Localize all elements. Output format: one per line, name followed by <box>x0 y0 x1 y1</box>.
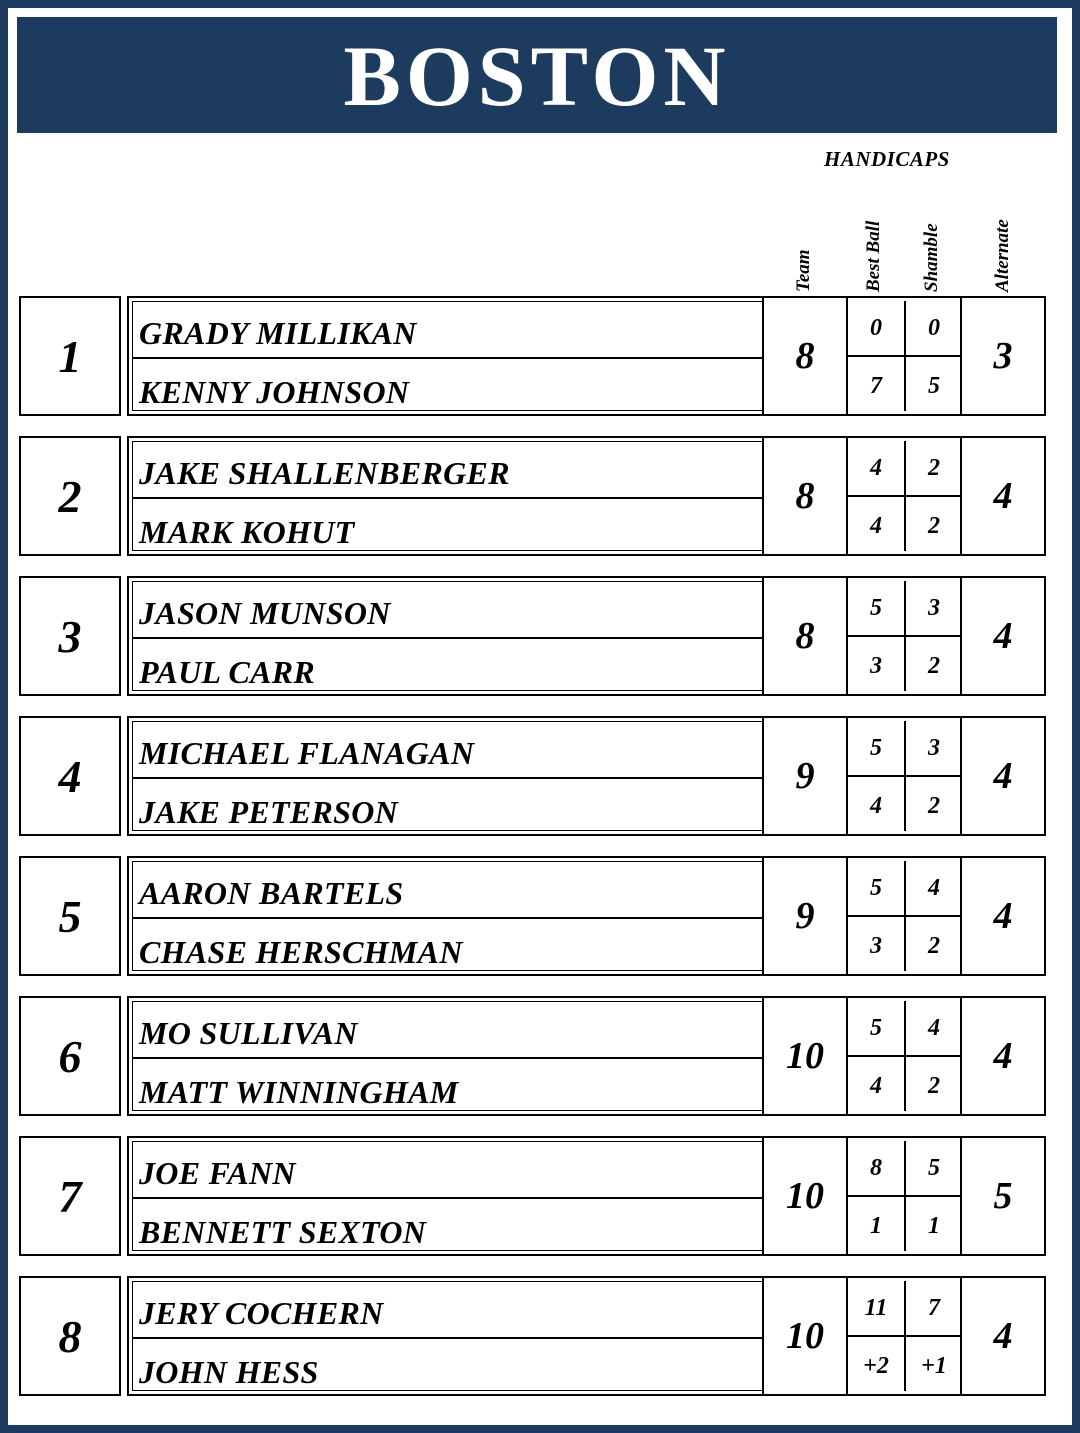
alternate-handicap: 4 <box>993 1035 1013 1077</box>
team-rank-number: 2 <box>58 470 82 522</box>
players-frame <box>132 861 762 971</box>
team-players <box>127 716 762 836</box>
team-rank-number: 3 <box>58 610 82 662</box>
best-ball-handicap: +2 <box>863 1352 889 1379</box>
best-ball-handicap: 8 <box>870 1154 882 1181</box>
best-ball-handicap: 3 <box>870 652 882 679</box>
shamble-handicap: 2 <box>928 932 940 959</box>
team-players <box>127 576 762 696</box>
player-name: GRADY MILLIKAN <box>139 315 417 351</box>
team-column-header: Team <box>793 249 814 292</box>
row-divider <box>133 917 762 919</box>
team-rank-number: 5 <box>58 890 82 942</box>
shamble-handicap: 5 <box>928 372 940 399</box>
alternate-handicap: 4 <box>993 755 1013 797</box>
player-name: MICHAEL FLANAGAN <box>139 735 475 771</box>
best-ball-handicap: 11 <box>864 1294 888 1321</box>
row-divider <box>133 637 762 639</box>
team-handicaps <box>762 716 1046 836</box>
shamble-handicap: 4 <box>928 1014 940 1041</box>
best-ball-handicap: 4 <box>870 454 882 481</box>
shamble-handicap: 2 <box>928 792 940 819</box>
best-ball-handicap: 7 <box>870 372 882 399</box>
row-divider <box>133 1197 762 1199</box>
players-frame <box>132 721 762 831</box>
team-handicap: 9 <box>795 755 815 797</box>
player-name: JOHN HESS <box>139 1354 319 1390</box>
player-name: KENNY JOHNSON <box>139 374 410 410</box>
player-name: JOE FANN <box>139 1155 296 1191</box>
alternate-handicap: 4 <box>993 615 1013 657</box>
shamble-handicap: 1 <box>928 1212 940 1239</box>
players-frame <box>132 1001 762 1111</box>
player-name: PAUL CARR <box>139 654 316 690</box>
shamble-handicap: 3 <box>928 734 940 761</box>
best-ball-handicap: 4 <box>870 792 882 819</box>
team-players <box>127 1276 762 1396</box>
best-ball-handicap: 5 <box>870 594 882 621</box>
team-rank-number: 4 <box>58 750 82 802</box>
handicaps-label: HANDICAPS <box>824 147 950 171</box>
row-divider <box>133 1057 762 1059</box>
team-rank <box>19 716 121 836</box>
best-ball-handicap: 4 <box>870 1072 882 1099</box>
alternate-handicap: 4 <box>993 895 1013 937</box>
row-divider <box>133 357 762 359</box>
shamble-handicap: 2 <box>928 1072 940 1099</box>
row-divider <box>133 1337 762 1339</box>
shamble-column-header: Shamble <box>921 223 942 292</box>
team-players <box>127 296 762 416</box>
row-divider <box>133 777 762 779</box>
team-handicap: 8 <box>795 615 815 657</box>
team-handicap: 10 <box>786 1315 824 1357</box>
player-name: MARK KOHUT <box>139 514 355 550</box>
team-rank <box>19 296 121 416</box>
players-frame <box>132 581 762 691</box>
shamble-handicap: 5 <box>928 1154 940 1181</box>
shamble-handicap: 2 <box>928 454 940 481</box>
team-handicap: 10 <box>786 1175 824 1217</box>
team-handicaps <box>762 856 1046 976</box>
players-frame <box>132 1141 762 1251</box>
best-ball-handicap: 0 <box>870 314 882 341</box>
title-banner <box>17 17 1057 133</box>
team-rank-number: 7 <box>58 1170 82 1222</box>
team-rank-number: 8 <box>58 1310 82 1362</box>
team-rank <box>19 996 121 1116</box>
shamble-handicap: 4 <box>928 874 940 901</box>
player-name: BENNETT SEXTON <box>139 1214 427 1250</box>
alternate-column-header: Alternate <box>992 219 1013 292</box>
team-handicaps <box>762 1136 1046 1256</box>
team-rank <box>19 1136 121 1256</box>
shamble-handicap: 3 <box>928 594 940 621</box>
alternate-handicap: 4 <box>993 1315 1013 1357</box>
team-rank <box>19 436 121 556</box>
team-handicaps <box>762 576 1046 696</box>
team-handicap: 9 <box>795 895 815 937</box>
shamble-handicap: +1 <box>921 1352 947 1379</box>
player-name: JERY COCHERN <box>139 1295 384 1331</box>
team-handicap: 8 <box>795 335 815 377</box>
best-ball-handicap: 1 <box>870 1212 882 1239</box>
player-name: AARON BARTELS <box>139 875 404 911</box>
team-rank <box>19 856 121 976</box>
row-divider <box>133 497 762 499</box>
team-rank-number: 1 <box>58 330 82 382</box>
shamble-handicap: 2 <box>928 652 940 679</box>
players-frame <box>132 301 762 411</box>
player-name: JASON MUNSON <box>139 595 391 631</box>
team-handicap: 8 <box>795 475 815 517</box>
best-ball-column-header: Best Ball <box>863 220 884 292</box>
shamble-handicap: 7 <box>928 1294 940 1321</box>
team-players <box>127 436 762 556</box>
player-name: MO SULLIVAN <box>139 1015 358 1051</box>
player-name: JAKE PETERSON <box>139 794 399 830</box>
player-name: CHASE HERSCHMAN <box>139 934 463 970</box>
team-handicaps <box>762 296 1046 416</box>
best-ball-handicap: 5 <box>870 1014 882 1041</box>
player-name: JAKE SHALLENBERGER <box>139 455 510 491</box>
shamble-handicap: 2 <box>928 512 940 539</box>
team-players <box>127 856 762 976</box>
alternate-handicap: 5 <box>993 1175 1013 1217</box>
team-handicaps <box>762 996 1046 1116</box>
team-players <box>127 996 762 1116</box>
team-rank <box>19 576 121 696</box>
best-ball-handicap: 3 <box>870 932 882 959</box>
team-handicaps <box>762 1276 1046 1396</box>
alternate-handicap: 3 <box>993 335 1013 377</box>
shamble-handicap: 0 <box>928 314 940 341</box>
team-handicaps <box>762 436 1046 556</box>
player-name: MATT WINNINGHAM <box>139 1074 459 1110</box>
best-ball-handicap: 5 <box>870 874 882 901</box>
team-handicap: 10 <box>786 1035 824 1077</box>
best-ball-handicap: 5 <box>870 734 882 761</box>
players-frame <box>132 441 762 551</box>
players-frame <box>132 1281 762 1391</box>
alternate-handicap: 4 <box>993 475 1013 517</box>
team-rank <box>19 1276 121 1396</box>
page-title: BOSTON <box>343 28 731 124</box>
best-ball-handicap: 4 <box>870 512 882 539</box>
team-rank-number: 6 <box>58 1030 82 1082</box>
team-players <box>127 1136 762 1256</box>
